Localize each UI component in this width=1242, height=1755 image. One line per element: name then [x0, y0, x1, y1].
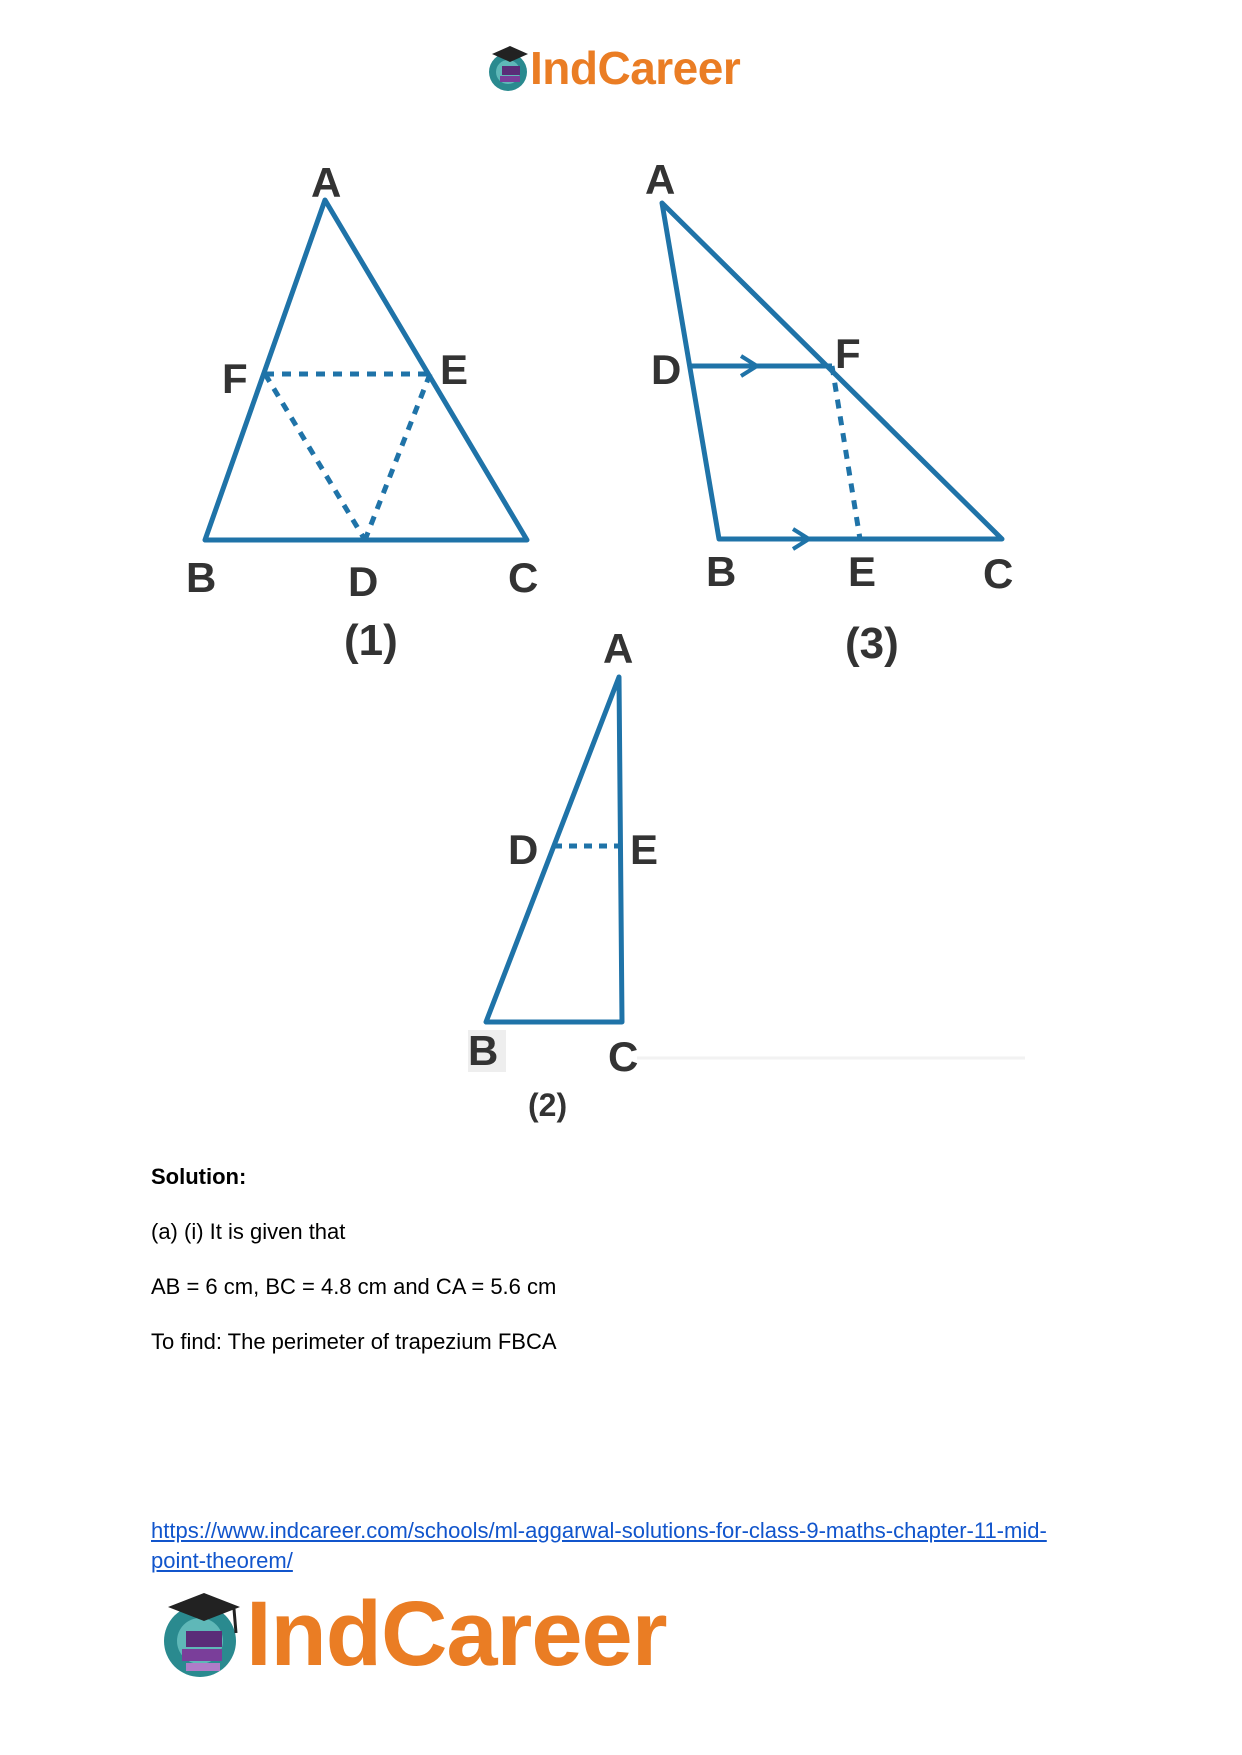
fig2-label-b: B: [468, 1027, 499, 1074]
fig2-label-c: C: [608, 1033, 639, 1080]
figure-3: [645, 156, 1013, 668]
fig3-label-f: F: [835, 330, 861, 377]
fig1-label-d: D: [348, 558, 379, 605]
solution-line-3: To find: The perimeter of trapezium FBCA: [151, 1329, 557, 1354]
fig3-label-e: E: [848, 548, 877, 595]
fig2-label-a: A: [603, 625, 634, 672]
logo-globe-icon: [160, 1589, 246, 1681]
figure-2: [468, 625, 1025, 1123]
fig1-label-a: A: [311, 159, 342, 206]
fig3-label-b: B: [706, 548, 737, 595]
solution-heading: Solution:: [151, 1164, 247, 1189]
fig2-label-d: D: [508, 826, 539, 873]
fig3-label-c: C: [983, 550, 1014, 597]
source-link[interactable]: https://www.indcareer.com/schools/ml-aggarwal-solutions-for-class-9-maths-chapter-11-mid-point-theorem/: [151, 1518, 1047, 1573]
fig2-label-e: E: [630, 826, 659, 873]
brand-name: IndCareer: [530, 42, 741, 94]
fig1-caption: (1): [344, 616, 398, 665]
fig1-label-c: C: [508, 554, 539, 601]
fig2-caption: (2): [528, 1087, 568, 1123]
figure-1: [186, 159, 538, 665]
fig3-label-d: D: [651, 346, 682, 393]
fig3-caption: (3): [845, 619, 899, 668]
fig3-label-a: A: [645, 156, 676, 203]
solution-line-1: (a) (i) It is given that: [151, 1219, 346, 1244]
fig1-label-e: E: [440, 346, 469, 393]
brand-name: IndCareer: [246, 1583, 667, 1685]
footer-logo: [160, 1585, 720, 1685]
solution-line-2: AB = 6 cm, BC = 4.8 cm and CA = 5.6 cm: [151, 1274, 557, 1299]
fig1-label-b: B: [186, 554, 217, 601]
fig1-label-f: F: [222, 355, 248, 402]
